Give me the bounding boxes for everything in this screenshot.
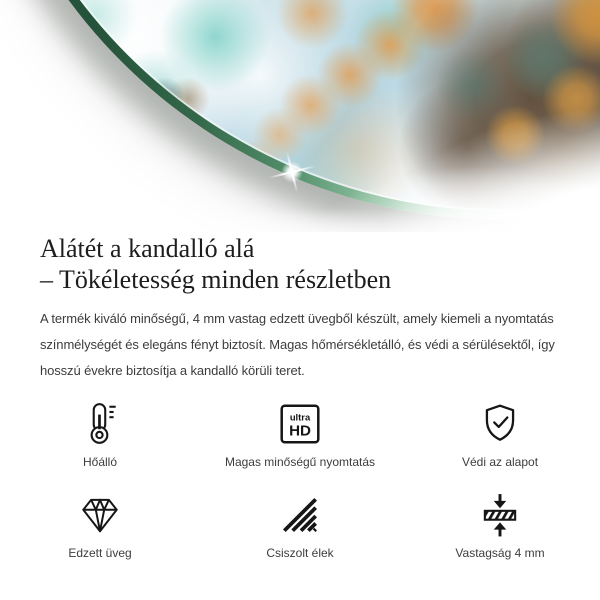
feature-polished-edges xyxy=(200,491,400,560)
ultra-hd-badge-top: ultra xyxy=(289,411,311,423)
feature-protects-base xyxy=(400,400,600,469)
diamond-icon xyxy=(76,491,124,539)
shield-check-icon xyxy=(476,400,524,448)
feature-label: Védi az alapot xyxy=(461,455,539,469)
title-line-1: Alátét a kandalló alá xyxy=(40,234,255,263)
description-line: A termék kiváló minőségű, 4 mm vastag edzett üvegből készült, amely kiemeli a nyomtatás xyxy=(40,311,554,326)
feature-label: Vastagság 4 mm xyxy=(455,546,545,560)
feature-tempered-glass xyxy=(0,491,200,560)
description-line: hosszú évekre biztosítja a kandalló körüli teret. xyxy=(40,363,305,378)
ultra-hd-icon xyxy=(276,400,324,448)
feature-grid xyxy=(0,400,600,560)
feature-thickness xyxy=(400,491,600,560)
page-title xyxy=(40,233,391,295)
feature-label: Hőálló xyxy=(82,455,118,469)
product-photo xyxy=(0,0,600,232)
feature-high-quality-print xyxy=(200,400,400,469)
ultra-hd-badge-bottom: HD xyxy=(289,422,311,440)
description-line: színmélységét és elegáns fényt biztosít. Magas hőmérsékletálló, és védi a sérülésektől, így xyxy=(40,337,555,352)
thickness-icon xyxy=(476,491,524,539)
feature-heat-resistant xyxy=(0,400,200,469)
feature-label: Csiszolt élek xyxy=(266,546,334,560)
feature-label: Magas minőségű nyomtatás xyxy=(224,455,376,469)
feature-label: Edzett üveg xyxy=(68,546,132,560)
product-description xyxy=(40,306,555,384)
thermometer-icon xyxy=(76,400,124,448)
title-line-2: – Tökéletesség minden részletben xyxy=(40,265,392,294)
beveled-edge-icon xyxy=(276,491,324,539)
